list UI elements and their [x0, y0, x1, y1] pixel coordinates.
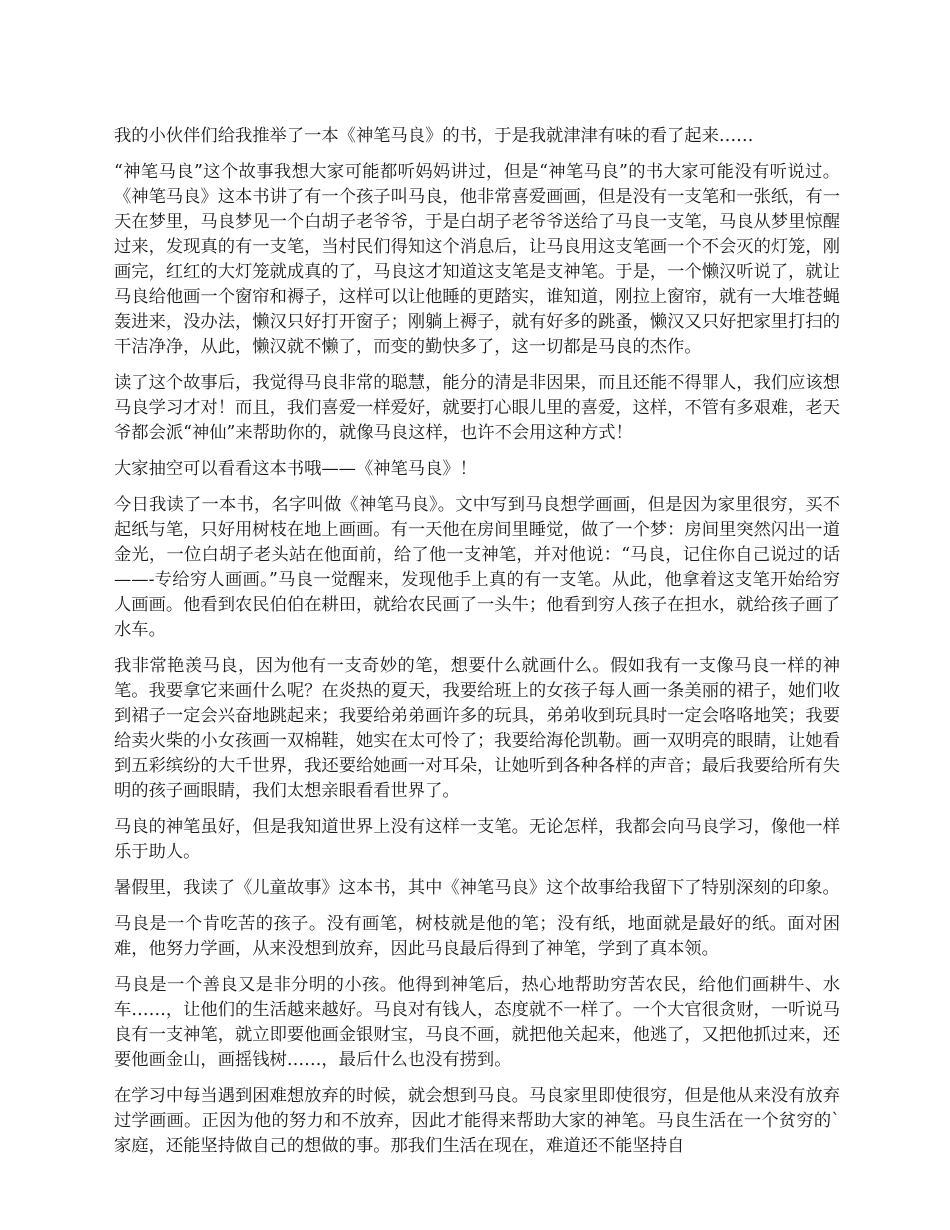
paragraph-story-summary: “神笔马良”这个故事我想大家可能都听妈妈讲过，但是“神笔马良”的书大家可能没有听说过。《神笔马良》这本书讲了有一个孩子叫马良，他非常喜爱画画，但是没有一支笔和一张纸，有一天在梦里，马良梦见一个白胡子老爷爷，于是白胡子老爷爷送给了马良一支笔，马良从梦里惊醒过来，发现真的有一支笔，当村民们得知这个消息后，让马良用这支笔画一个不会灭的灯笼，刚画完，红红的大灯笼就成真的了，马良这才知道这支笔是支神笔。于是，一个懒汉听说了，就让马良给他画一个窗帘和褥子，这样可以让他睡的更踏实，谁知道，刚拉上窗帘，就有一大堆苍蝇轰进来，没办法，懒汉只好打开窗子；刚躺上褥子，就有好多的跳蚤，懒汉又只好把家里打扫的干洁净净，从此，懒汉就不懒了，而变的勤快多了，这一切都是马良的杰作。	[114, 162, 840, 357]
paragraph-conclusion: 马良的神笔虽好，但是我知道世界上没有这样一支笔。无论怎样，我都会向马良学习，像他一样乐于助人。	[114, 817, 840, 862]
paragraph-wish: 我非常艳羡马良，因为他有一支奇妙的笔，想要什么就画什么。假如我有一支像马良一样的神笔。我要拿它来画什么呢？在炎热的夏天，我要给班上的女孩子每人画一条美丽的裙子，她们收到裙子一定会兴奋地跳起来；我要给弟弟画许多的玩具，弟弟收到玩具时一定会咯咯地笑；我要给卖火柴的小女孩画一双棉鞋，她实在太可怜了；我要给海伦凯勒。画一双明亮的眼睛，让她看到五彩缤纷的大千世界，我还要给她画一对耳朵，让她听到各种各样的声音；最后我要给所有失明的孩子画眼睛，我们太想亲眼看看世界了。	[114, 656, 840, 801]
document-body	[114, 124, 840, 1170]
paragraph-kind: 马良是一个善良又是非分明的小孩。他得到神笔后，热心地帮助穷苦农民，给他们画耕牛、水车……，让他们的生活越来越好。马良对有钱人，态度就不一样了。一个大官很贪财，一听说马良有一支神笔，就立即要他画金银财宝，马良不画，就把他关起来，他逃了，又把他抓过来，还要他画金山，画摇钱树……，最后什么也没有捞到。	[114, 975, 840, 1070]
paragraph-hardworking: 马良是一个肯吃苦的孩子。没有画笔，树枝就是他的笔；没有纸，地面就是最好的纸。面对困难，他努力学画，从来没想到放弃，因此马良最后得到了神笔，学到了真本领。	[114, 914, 840, 959]
paragraph-perseverance: 在学习中每当遇到困难想放弃的时候，就会想到马良。马良家里即使很穷，但是他从来没有放弃过学画画。正因为他的努力和不放弃，因此才能得来帮助大家的神笔。马良生活在一个贫穷的`家庭，还能坚持做自己的想做的事。那我们生活在现在，难道还不能坚持自	[114, 1086, 840, 1156]
paragraph-intro: 我的小伙伴们给我推举了一本《神笔马良》的书，于是我就津津有味的看了起来……	[114, 126, 754, 146]
paragraph-reflection: 读了这个故事后，我觉得马良非常的聪慧，能分的清是非因果，而且还能不得罪人，我们应该想马良学习才对！而且，我们喜爱一样爱好，就要打心眼儿里的喜爱，这样，不管有多艰难，老天爷都会派“神仙”来帮助你的，就像马良这样，也许不会用这种方式！	[114, 373, 840, 443]
paragraph-second-essay-summary: 今日我读了一本书，名字叫做《神笔马良》。文中写到马良想学画画，但是因为家里很穷，买不起纸与笔，只好用树枝在地上画画。有一天他在房间里睡觉，做了一个梦：房间里突然闪出一道金光，一位白胡子老头站在他面前，给了他一支神笔，并对他说：“马良，记住你自己说过的话——-专给穷人画画。”马良一觉醒来，发现他手上真的有一支笔。从此，他拿着这支笔开始给穷人画画。他看到农民伯伯在耕田，就给农民画了一头牛；他看到穷人孩子在担水，就给孩子画了水车。	[114, 495, 840, 640]
paragraph-summer-reading: 暑假里，我读了《儿童故事》这本书，其中《神笔马良》这个故事给我留下了特别深刻的印象。	[114, 878, 840, 898]
paragraph-recommendation: 大家抽空可以看看这本书哦——《神笔马良》！	[114, 459, 477, 479]
